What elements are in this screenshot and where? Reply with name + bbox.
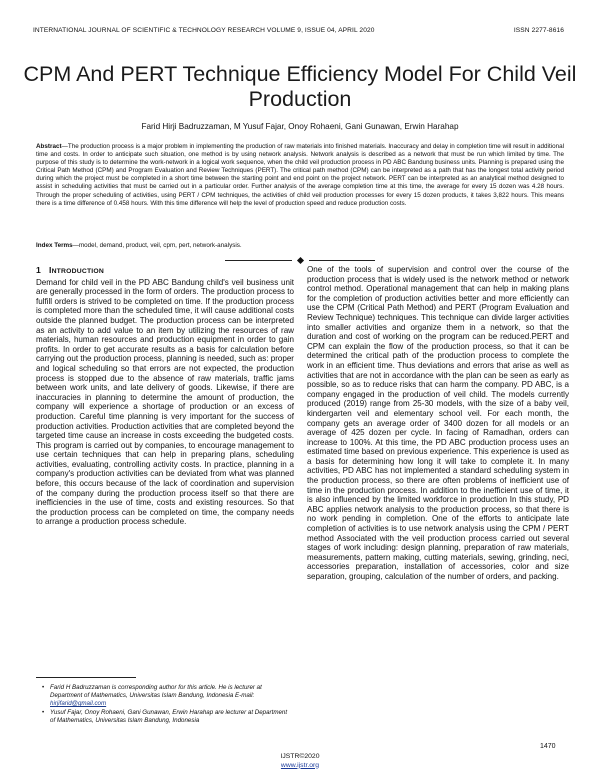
footnote-2-text: Yusuf Fajar, Onoy Rohaeni, Gani Gunawan, Erwin Harahap are lecturer at Department of Mathematics, Universitas Islam Bandung, Indonesia bbox=[50, 709, 288, 724]
author-email-link[interactable]: hirjifarid@gmail.com bbox=[50, 700, 107, 707]
divider-line-left bbox=[225, 260, 292, 261]
abstract-text: —The production process is a major problem in implementing the production of raw materials into finished materials. Inaccuracy and delay in completion time will result in additional time and costs. In order to anticipate such situation, one method is by using network analysis. Network analysis is described as a network that must be run which limited by time. The purpose of this study is to determine the work-network in a logical work sequence, when the child veil production process in PD ABC Bandung business units. Planning is prepared using the Critical Path Method (CPM) and Program Evaluation and Review Techniques (PERT). The critical path method (CPM) can be interpreted as a path that has the longest total activity period during which the project must be completed in a short time between the starting point and end point on the project network. PERT can be interpreted as an analytical method designed to assist in scheduling activities that must be carried out in a particular order. Further analysis of the average completion time at this time, the average for every 15 dozen was 4.28 hours. Through the proper scheduling of activities, using PERT / CPM techniques, the activities of child veil production processes for every 15 dozen products, it takes 3,822 hours. This means there is a time difference of 0.458 hours. With this time difference will help the level of production speed and reduce production costs. bbox=[36, 143, 564, 207]
intro-paragraph-2: One of the tools of supervision and control over the course of the production process that is widely used is the network method or network control method. Operational management that can help in making plans for the completion of production activities better and more efficiently can use the CPM (Critical Path Method) and PERT (Program Evaluation and Review Technique) techniques. This technique can divide larger activities into smaller activities and organize them in a network, so that the duration and cost of working on the program can be reduced.PERT and CPM can explain the flow of the production process, so that it can be determined the critical path of the production process to complete the work in an efficient time. Thus deviations and errors that arise as well as activities that are not in accordance with the plan can be seen as early as possible, so as to reduce risks that can harm the company. PD ABC, is a company engaged in the production of veil child. The models currently produced (2019) range from 25-30 models, with the size of a baby veil, kindergarten veil and elementary school veil. For each month, the company gets an average order of 3400 dozen for all models or an average of 425 dozen per cycle. In facing of Ramadhan, orders can increase to 100%. At this time, the PD ABC production process uses an estimated time based on previous experience. This experience is used as a basis for determining how long it will take to complete it. In many activities, PD ABC has not implemented a standard scheduling system in the production process, so there are often problems of inefficient use of time in the production process. In addition to the inefficient use of time, it is also influenced by the limited workforce in production In this study, PD ABC applies network analysis to the production process, so that there is no work pending in completion. One of the efforts to anticipate late completion of activities is to use network analysis using the CPM / PERT method Associated with the veil production process carried out several stages of work including: design planning, preparation of raw materials, measurements, pattern making, cutting materials, sewing, grinding, neci, accessories preparation, installation of accessories, color and size separation, grouping, calculation of the number of orders, and packing. bbox=[307, 265, 569, 581]
diamond-icon bbox=[296, 256, 303, 263]
footnote-1-text: Farid H Badruzzaman is corresponding author for this article. He is lecturer at Department of Mathematics, Universitas Islam Bandung, Indonesia E-mail: bbox=[50, 684, 262, 699]
intro-paragraph-1: Demand for child veil in the PD ABC Bandung child's veil business unit are generally processed in the form of orders. The production process to fulfill orders is strived to be completed on time. If the production process is completed more than the scheduled time, it will cause additional costs outside the planned budget. The production process can be interpreted as an activity to add value to an item by utilizing the resources of raw materials, human resources and production equipment in order to gain profits. In order to get accurate results as a basis for calculation before carrying out the production process, planning is needed, such as: proper and logical scheduling so that errors are not expected, the production process is stopped due to the absence of raw materials, traffic jams between work units, and late delivery of goods. Likewise, if there are inaccuracies in planning to determine the amount of production, the company will experience a shortage of production or an excess of production. Careful time planning is very important for the success of production activities. Production activities that are completed beyond the targeted time cause an increase in costs exceeding the budgeted costs. This program is carried out by companies, to encourage management to use certain techniques that can help in preparing plans, scheduling activities, evaluating, controlling activity costs. In practice, planning in a company's production activities can be deviated from what was planned before, this occurs because of the lack of coordination and supervision of the company during the production process itself so that there are inefficiencies in the use of time, costs and existing resources. So that the production process can be completed on time, the company needs to arrange a production process schedule. bbox=[36, 277, 294, 527]
section-divider bbox=[225, 255, 375, 265]
section-title-rest: NTRODUCTION bbox=[51, 268, 104, 275]
index-terms bbox=[36, 242, 564, 250]
index-terms-label: Index Terms bbox=[36, 242, 73, 249]
issn-header: ISSN 2277-8616 bbox=[513, 27, 564, 34]
section-title-initial: I bbox=[48, 265, 52, 275]
page-number: 1470 bbox=[540, 743, 556, 750]
footnote-rule bbox=[36, 677, 136, 678]
section-number: 1 bbox=[36, 265, 41, 275]
abstract-label: Abstract bbox=[36, 143, 62, 150]
page-footer bbox=[0, 753, 600, 770]
left-column bbox=[36, 265, 294, 527]
right-column bbox=[307, 265, 569, 582]
footer-copyright: IJSTR©2020 bbox=[280, 753, 320, 760]
footnote-coauthors bbox=[44, 709, 292, 725]
running-header bbox=[33, 27, 564, 34]
footnote-corresponding-author bbox=[44, 684, 292, 708]
journal-header: INTERNATIONAL JOURNAL OF SCIENTIFIC & TECHNOLOGY RESEARCH VOLUME 9, ISSUE 04, APRIL 2020 bbox=[33, 27, 375, 34]
journal-url-link[interactable]: www.ijstr.org bbox=[280, 761, 320, 769]
author-list: Farid Hirji Badruzzaman, M Yusuf Fajar, Onoy Rohaeni, Gani Gunawan, Erwin Harahap bbox=[141, 122, 459, 131]
section-heading-introduction bbox=[36, 266, 294, 277]
footnotes bbox=[44, 684, 292, 726]
divider-line-right bbox=[309, 260, 376, 261]
index-terms-text: —model, demand, product, veil, cpm, pert, network-analysis. bbox=[72, 242, 242, 249]
paper-title: CPM And PERT Technique Efficiency Model For Child Veil Production bbox=[23, 62, 577, 111]
abstract bbox=[36, 143, 564, 208]
